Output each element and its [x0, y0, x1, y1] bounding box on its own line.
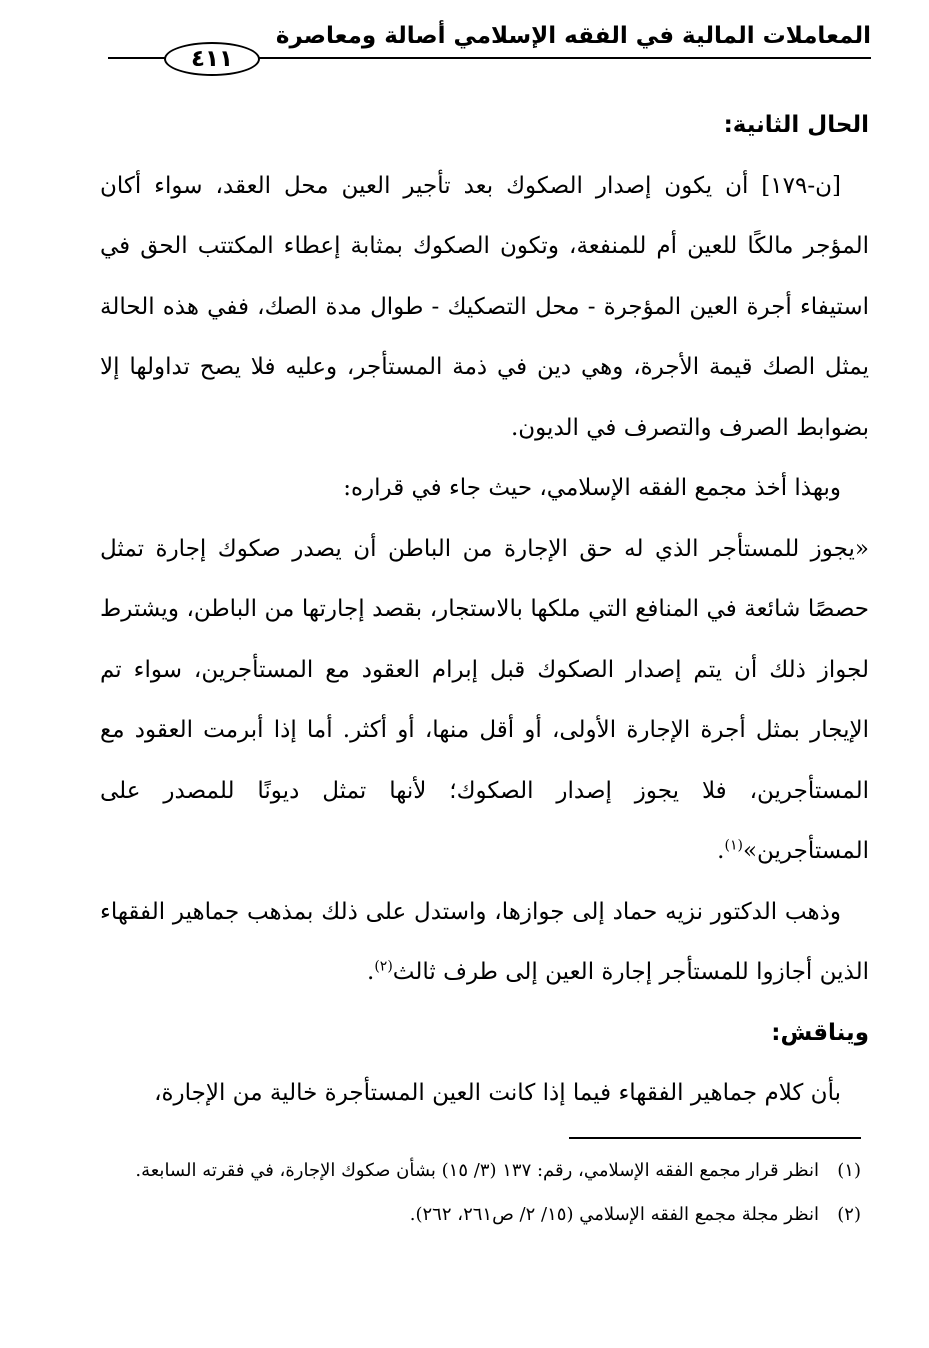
running-title: المعاملات المالية في الفقه الإسلامي أصالة ومعاصرة: [275, 23, 871, 49]
footnote-number: (٢): [837, 1204, 861, 1225]
footnote: [100, 1155, 861, 1187]
section-heading: ويناقش:: [771, 1019, 869, 1046]
footnote-separator: [569, 1137, 861, 1139]
footnote-text: انظر قرار مجمع الفقه الإسلامي، رقم: ١٣٧ (٣/ ١٥) بشأن صكوك الإجارة، في فقرته السابعة.: [135, 1160, 819, 1181]
paragraph: بأن كلام جماهير الفقهاء فيما إذا كانت العين المستأجرة خالية من الإجارة،: [154, 1080, 841, 1106]
main-text: [100, 95, 869, 1124]
footnote-ref[interactable]: (٢): [374, 958, 393, 975]
footnote-ref[interactable]: (١): [724, 837, 743, 854]
running-header: [108, 20, 871, 70]
period: .: [717, 838, 725, 864]
page-number: ٤١١: [164, 42, 260, 76]
footnote-text: انظر مجلة مجمع الفقه الإسلامي (١٥/ ٢/ ص٢٦١، ٢٦٢).: [409, 1204, 819, 1225]
paragraph-text: وذهب الدكتور نزيه حماد إلى جوازها، واستدل على ذلك بمذهب جماهير الفقهاء الذين أجازوا للمستأجر إجارة العين إلى طرف ثالث: [100, 898, 869, 985]
section-heading: الحال الثانية:: [723, 112, 869, 138]
period: .: [367, 959, 375, 985]
quote-paragraph: [100, 519, 869, 882]
footnotes: [100, 1155, 861, 1243]
quote-text: «يجوز للمستأجر الذي له حق الإجارة من الباطن أن يصدر صكوك إجارة تمثل حصصًا شائعة في المنافع التي ملكها بالاستجار، بقصد إجارتها من الباطن، ويشترط لجواز ذلك أن يتم إصدار الصكوك قبل إبرام العقود مع المستأجرين، سواء تم الإيجار بمثل أجرة الإجارة الأولى، أو أقل منها، أو أكثر. أما إذا أبرمت العقود مع المستأجرين، فلا يجوز إصدار الصكوك؛ لأنها تمثل ديونًا للمصدر على المستأجرين»: [100, 535, 869, 864]
paragraph: [ن-١٧٩] أن يكون إصدار الصكوك بعد تأجير العين محل العقد، سواء أكان المؤجر مالكًا للعين أم للمنفعة، وتكون الصكوك بمثابة إعطاء المكتتب الحق في استيفاء أجرة العين المؤجرة - محل التصكيك - طوال مدة الصك، ففي هذه الحالة يمثل الصك قيمة الأجرة، وهي دين في ذمة المستأجر، وعليه فلا يصح تداولها إلا بضوابط الصرف والتصرف في الديون.: [100, 172, 869, 441]
paragraph: [100, 882, 869, 1003]
paragraph: وبهذا أخذ مجمع الفقه الإسلامي، حيث جاء في قراره:: [343, 475, 841, 501]
footnote: [100, 1199, 861, 1231]
footnote-number: (١): [837, 1160, 861, 1181]
